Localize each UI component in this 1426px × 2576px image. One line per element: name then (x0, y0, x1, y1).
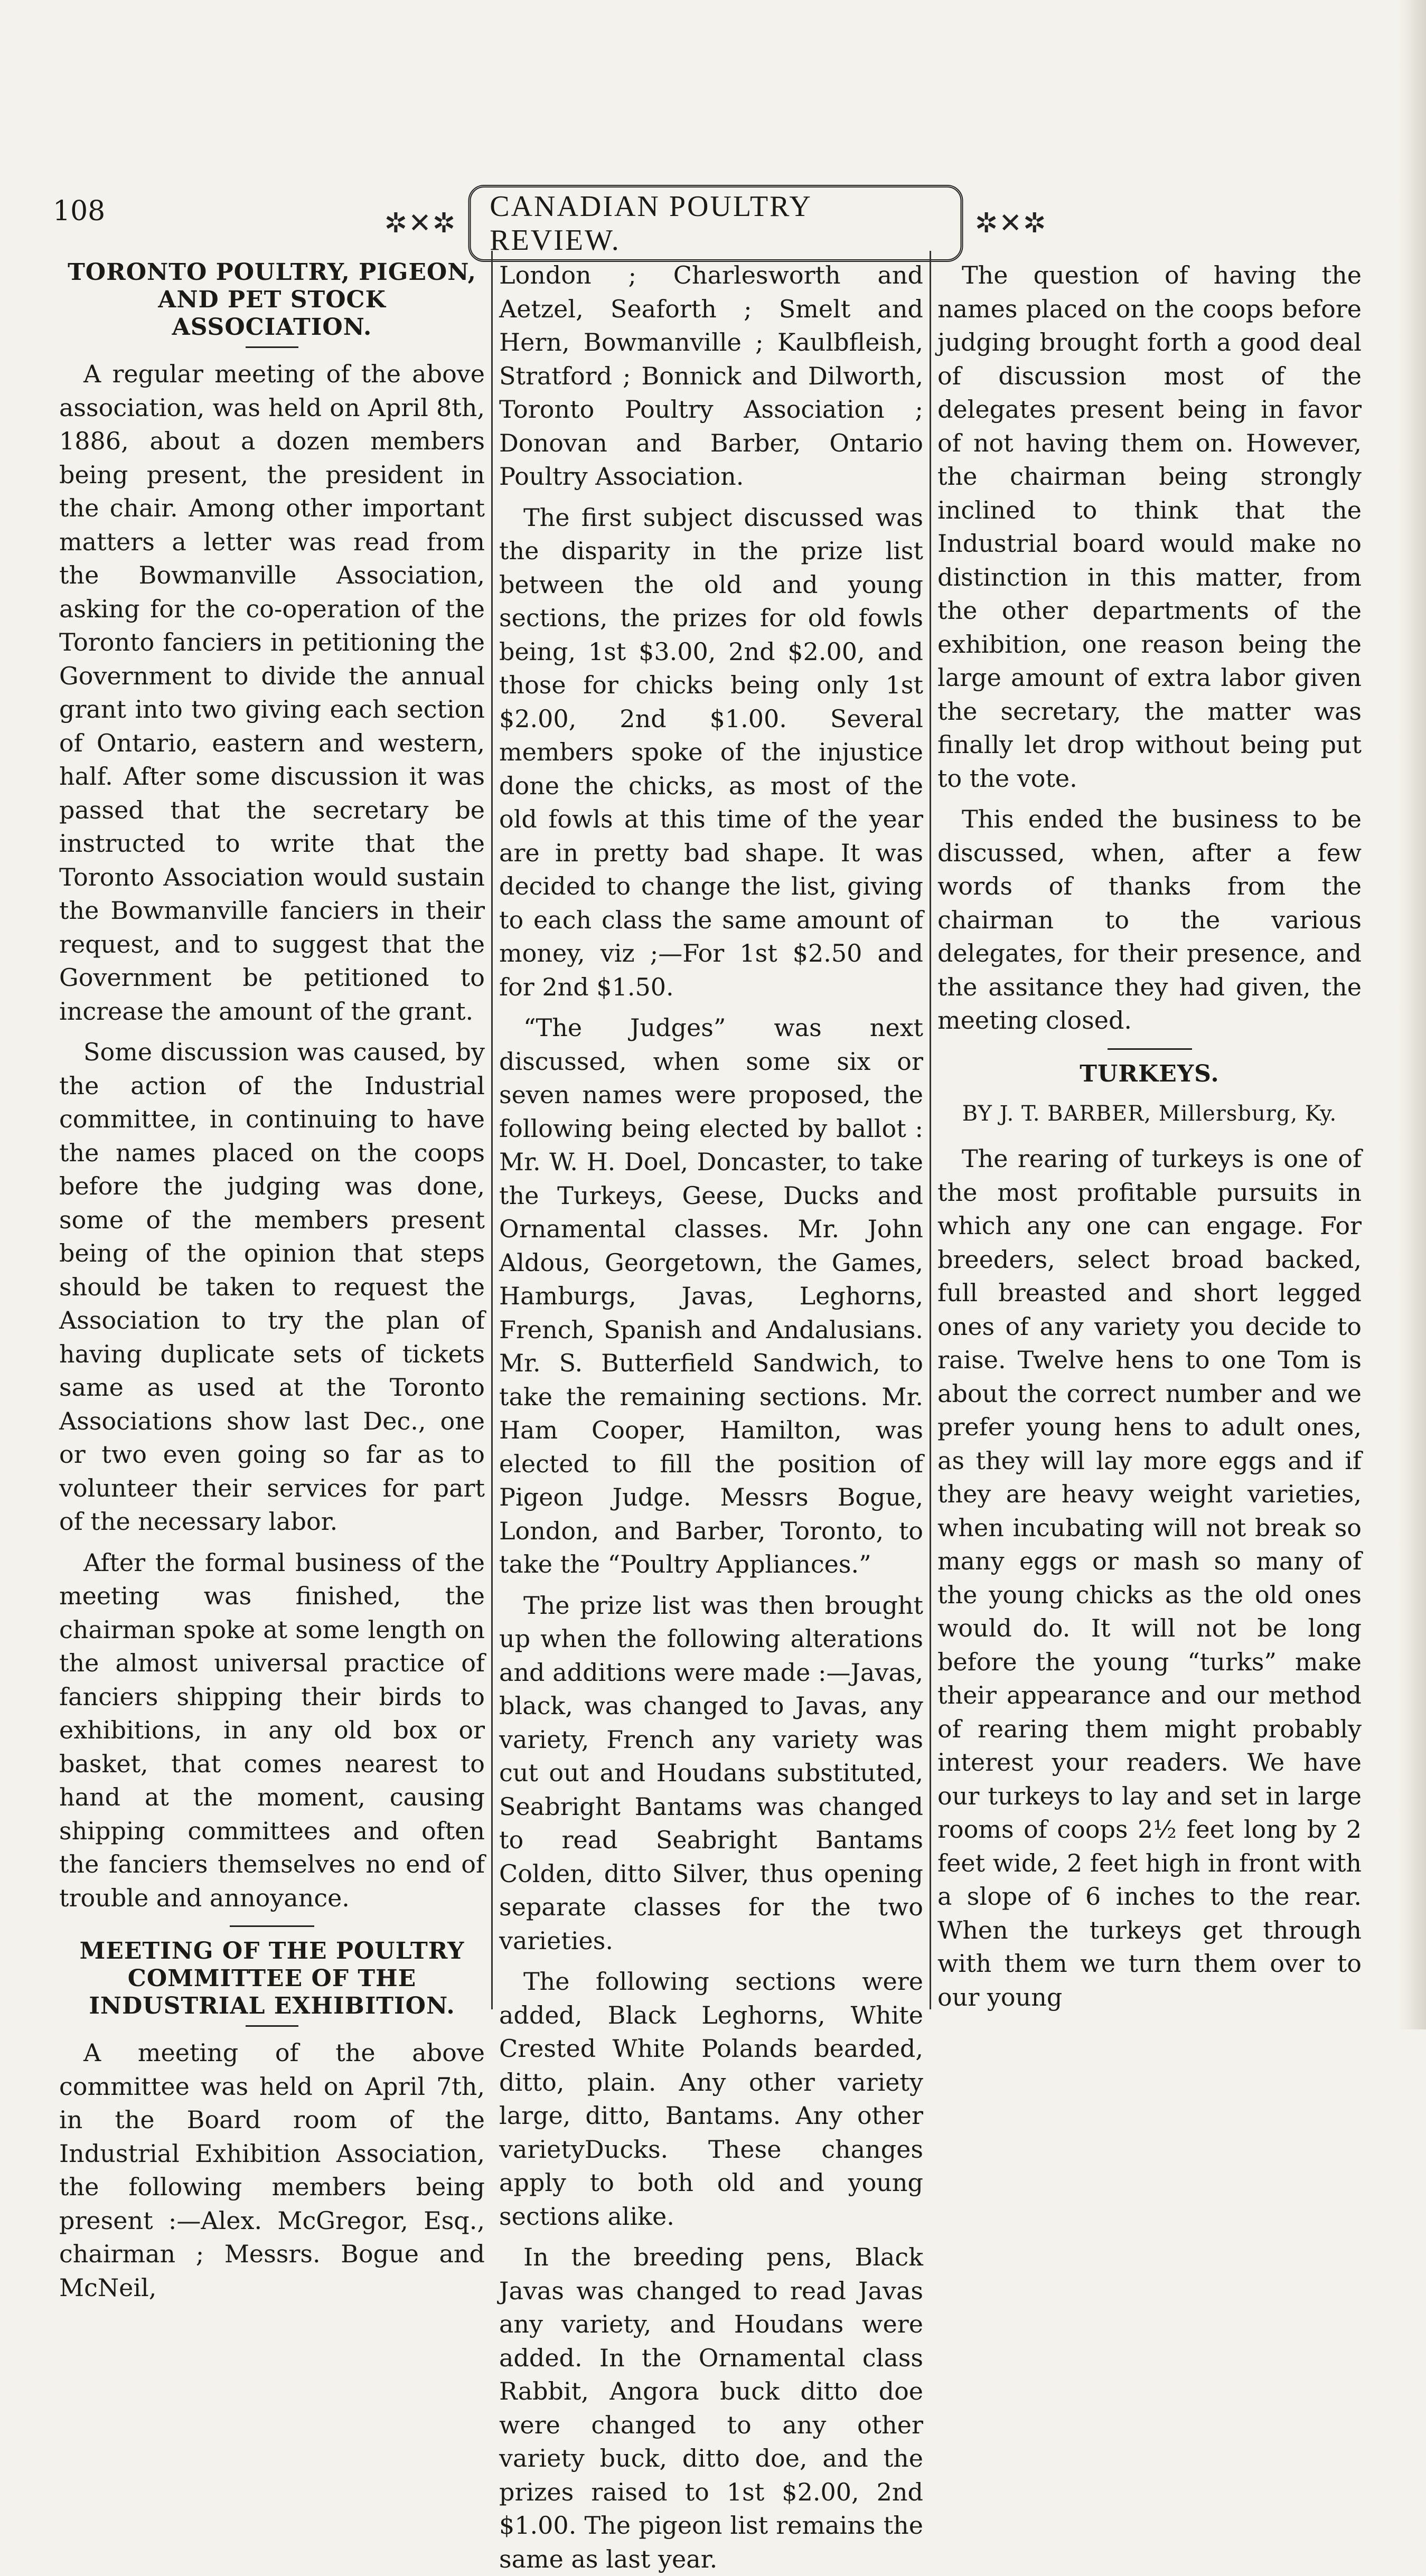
article-headline: TORONTO POULTRY, PIGEON, AND PET STOCK ASSOCIATION. (68, 259, 476, 341)
article-paragraph: After the formal business of the meeting was finished, the chairman spoke at some length on the almost universal practice of fanciers shipping their birds to exhibitions, in any old box or basket, that comes nearest to hand at the moment, causing shipping committees and often the fanciers themselves no end of trouble and annoyance. (59, 1548, 485, 1912)
right-ornament-icon: ✲✕✲ (974, 208, 1047, 239)
page-number: 108 (53, 195, 106, 227)
article-columns (53, 251, 1378, 2573)
article-paragraph: The rearing of turkeys is one of the most profitable pursuits in which any one can engage. For breeders, select broad backed, full breasted and short legged ones of any variety you decide to raise. Twelve hens to one Tom is about the correct number and we prefer young hens to adult ones, as they will lay more eggs and if they are heavy weight varieties, when incubating will not break so many eggs or mash so many of the young chicks as the old ones would do. It will not be long before the young “turks” make their appearance and our method of rearing them might probably interest your readers. We have our turkeys to lay and set in large rooms of coops 2½ feet long by 2 feet wide, 2 feet high in front with a slope of 6 inches to the rear. When the turkeys get through with them we turn them over to our young (937, 1144, 1362, 2011)
article-paragraph: The question of having the names placed on the coops before judging brought forth a good deal of discussion most of the delegates present being in favor of not having them on. However, the chairman being strongly inclined to think that the Industrial board would make no distinction in this matter, from the other departments of the exhibition, one reason being the large amount of extra labor given the secretary, the matter was finally let drop without being put to the vote. (937, 261, 1362, 793)
masthead-title: CANADIAN POULTRY REVIEW. (468, 185, 963, 262)
section-divider (230, 1925, 314, 1927)
article-paragraph: London ; Charlesworth and Aetzel, Seaforth ; Smelt and Hern, Bowmanville ; Kaulbfleish, Stratford ; Bonnick and Dilworth, Toronto Poultry Association ; Donovan and Barber, Ontario Poultry Association. (499, 261, 923, 491)
article-paragraph: The prize list was then brought up when the following alterations and additions were made :—Javas, black, was changed to Javas, any variety, French any variety was cut out and Houdans substituted, Seabright Bantams was changed to read Seabright Bantams Colden, ditto Silver, thus opening separate classes for the two varieties. (499, 1591, 923, 1955)
article-paragraph: Some discussion was caused, by the action of the Industrial committee, in continuing to have the names placed on the coops before the judging was done, some of the members present being of the opinion that steps should be taken to request the Association to try the plan of having duplicate sets of tickets same as used at the Toronto Associations show last Dec., one or two even going so far as to volunteer their services for part of the necessary labor. (59, 1038, 485, 1536)
headline-rule (246, 346, 298, 348)
column-2 (491, 251, 930, 2573)
article-paragraph: This ended the business to be discussed, when, after a few words of thanks from the chairman to the various delegates, for their presence, and the assitance they had given, the meeting closed. (937, 805, 1362, 1035)
article-paragraph: In the breeding pens, Black Javas was changed to read Javas any variety, and Houdans were added. In the Ornamental class Rabbit, Angora buck ditto doe were changed to any other variety buck, ditto doe, and the prizes raised to 1st $2.00, 2nd $1.00. The pigeon list remains the same as last year. (499, 2243, 923, 2573)
article-byline: BY J. T. BARBER, Millersburg, Ky. (962, 1101, 1337, 1126)
article-paragraph: The first subject discussed was the disparity in the prize list between the old and young sections, the prizes for old fowls being, 1st $3.00, 2nd $2.00, and those for chicks being only 1st $2.00, 2nd $1.00. Several members spoke of the injustice done the chicks, as most of the old fowls at this time of the year are in pretty bad shape. It was decided to change the list, giving to each class the same amount of money, viz ;—For 1st $2.50 and for 2nd $1.50. (499, 503, 923, 1001)
article-headline: TURKEYS. (1080, 1060, 1219, 1087)
article-paragraph: A regular meeting of the above association, was held on April 8th, 1886, about a dozen members being present, the president in the chair. Among other important matters a letter was read from the Bowmanville Association, asking for the co-operation of the Toronto fanciers in petitioning the Government to divide the annual grant into two giving each section of Ontario, eastern and western, half. After some discussion it was passed that the secretary be instructed to write that the Toronto Association would sustain the Bowmanville fanciers in their request, and to suggest that the Government be petitioned to increase the amount of the grant. (59, 360, 485, 1026)
article-headline: MEETING OF THE POULTRY COMMITTEE OF THE INDUSTRIAL EXHIBITION. (79, 1938, 465, 2019)
column-1 (53, 251, 491, 2302)
page-header (53, 185, 1378, 257)
article-paragraph: The following sections were added, Black Leghorns, White Crested White Polands bearded, ditto, plain. Any other variety large, ditto, Bantams. Any other varietyDucks. These changes apply to both old and young sections alike. (499, 1967, 923, 2231)
left-ornament-icon: ✲✕✲ (384, 208, 457, 239)
article-paragraph: “The Judges” was next discussed, when some six or seven names were proposed, the following being elected by ballot : Mr. W. H. Doel, Doncaster, to take the Turkeys, Geese, Ducks and Ornamental classes. Mr. John Aldous, Georgetown, the Games, Hamburgs, Javas, Leghorns, French, Spanish and Andalusians. Mr. S. Butterfield Sandwich, to take the remaining sections. Mr. Ham Cooper, Hamilton, was elected to fill the position of Pigeon Judge. Messrs Bogue, London, and Barber, Toronto, to take the “Poultry Appliances.” (499, 1013, 923, 1578)
page-edge (1397, 0, 1426, 2029)
section-divider (1108, 1048, 1192, 1050)
article-paragraph: A meeting of the above committee was held on April 7th, in the Board room of the Industrial Exhibition Association, the following members being present :—Alex. McGregor, Esq., chairman ; Messrs. Bogue and McNeil, (59, 2038, 485, 2302)
column-3 (930, 251, 1368, 2009)
headline-rule (246, 2025, 298, 2027)
